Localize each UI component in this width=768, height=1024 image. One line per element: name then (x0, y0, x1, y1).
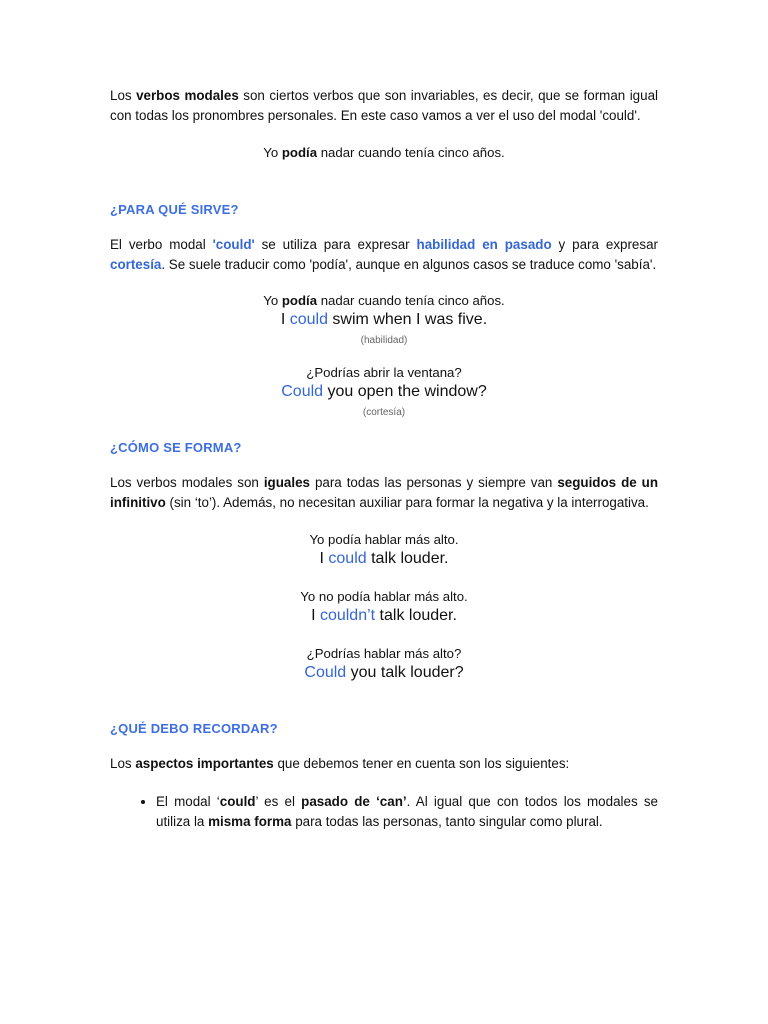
list-item (156, 792, 658, 832)
s2-text-1: Los verbos modales son (110, 475, 264, 490)
example-english (110, 310, 658, 330)
example-spanish: ¿Podrías hablar más alto? (306, 646, 462, 661)
s2-bold-iguales: iguales (263, 475, 310, 490)
section-heading-como-se-forma: ¿CÓMO SE FORMA? (110, 440, 242, 455)
intro-text-2: son ciertos verbos que son invariables, es decir, que se forman igual con todas los pronombres personales. En este caso vamos a ver el uso del modal 'could'. (110, 88, 658, 123)
ex-en-modal: could (289, 311, 328, 328)
intro-example-pre: Yo (263, 145, 282, 160)
example-spanish (110, 292, 658, 310)
s1-bold-cortesia: cortesía (110, 257, 162, 272)
s1-text-1: El verbo modal (110, 237, 213, 252)
example-english (110, 606, 658, 626)
bullet-list (110, 792, 658, 832)
ex-es-bold: podía (281, 293, 318, 308)
example-spanish: Yo podía hablar más alto. (309, 532, 459, 547)
ex-es-pre: Yo (263, 293, 282, 308)
ex-en-post: talk louder. (375, 607, 457, 624)
section3-paragraph (110, 754, 658, 774)
b-bold-misma-forma: misma forma (208, 814, 292, 829)
intro-bold-1: verbos modales (136, 88, 239, 103)
s1-text-3: y para expresar (551, 237, 658, 252)
b-text-4: para todas las personas, tanto singular como plural. (291, 814, 603, 829)
b-bold-pasado: pasado de ‘can’ (301, 794, 407, 809)
b-bold-could: could (219, 794, 256, 809)
s3-text-2: que debemos tener en cuenta son los siguientes: (273, 756, 570, 771)
example-interrogativa (110, 645, 658, 683)
s3-bold-aspectos: aspectos importantes (135, 756, 274, 771)
b-text-2: ’ es el (255, 794, 302, 809)
b-text-1: El modal ‘ (156, 794, 220, 809)
example-habilidad (110, 292, 658, 348)
ex-en-post: swim when I was five. (327, 311, 488, 328)
intro-text-1: Los (110, 88, 137, 103)
example-english (110, 549, 658, 569)
s1-text-2: se utiliza para expresar (254, 237, 417, 252)
intro-example-bold: podía (281, 145, 318, 160)
example-cortesia (110, 364, 658, 420)
ex-en-post: you talk louder? (346, 664, 464, 681)
example-negativa (110, 588, 658, 626)
example-afirmativa (110, 531, 658, 569)
section2-paragraph (110, 473, 658, 513)
ex-en-modal: couldn’t (319, 607, 376, 624)
ex-en-pre: I (311, 607, 320, 624)
intro-example-post: nadar cuando tenía cinco años. (317, 145, 505, 160)
section-heading-para-que-sirve: ¿PARA QUÉ SIRVE? (110, 202, 239, 217)
ex-en-pre: I (319, 550, 329, 567)
ex-en-pre: I (280, 311, 290, 328)
s1-bold-habilidad: habilidad en pasado (416, 237, 552, 252)
example-spanish: Yo no podía hablar más alto. (300, 589, 468, 604)
ex-en-modal: Could (304, 664, 347, 681)
ex-en-post: you open the window? (323, 383, 487, 400)
b-text-3: . Al igual que con todos los modales se utiliza la (156, 794, 658, 829)
s2-text-3: (sin ‘to’). Además, no necesitan auxiliar para formar la negativa y la interrogativa. (165, 495, 649, 510)
section1-paragraph (110, 235, 658, 275)
ex-en-modal: Could (281, 383, 324, 400)
ex-es-post: nadar cuando tenía cinco años. (317, 293, 505, 308)
s2-bold-infinitivo: seguidos de un infinitivo (110, 475, 659, 510)
ex-en-post: talk louder. (366, 550, 449, 567)
section-heading-que-debo-recordar: ¿QUÉ DEBO RECORDAR? (110, 721, 278, 736)
example-english (110, 382, 658, 402)
example-english (110, 663, 658, 683)
s1-bold-could: 'could' (212, 237, 255, 252)
example-spanish: ¿Podrías abrir la ventana? (306, 365, 462, 380)
example-note: (cortesía) (362, 407, 406, 418)
ex-en-modal: could (328, 550, 367, 567)
intro-example (110, 144, 658, 162)
s3-text-1: Los (110, 756, 136, 771)
intro-paragraph (110, 86, 658, 126)
s2-text-2: para todas las personas y siempre van (309, 475, 558, 490)
s1-text-4: . Se suele traducir como 'podía', aunque en algunos casos se traduce como 'sabía'. (161, 257, 657, 272)
example-note: (habilidad) (360, 335, 408, 346)
